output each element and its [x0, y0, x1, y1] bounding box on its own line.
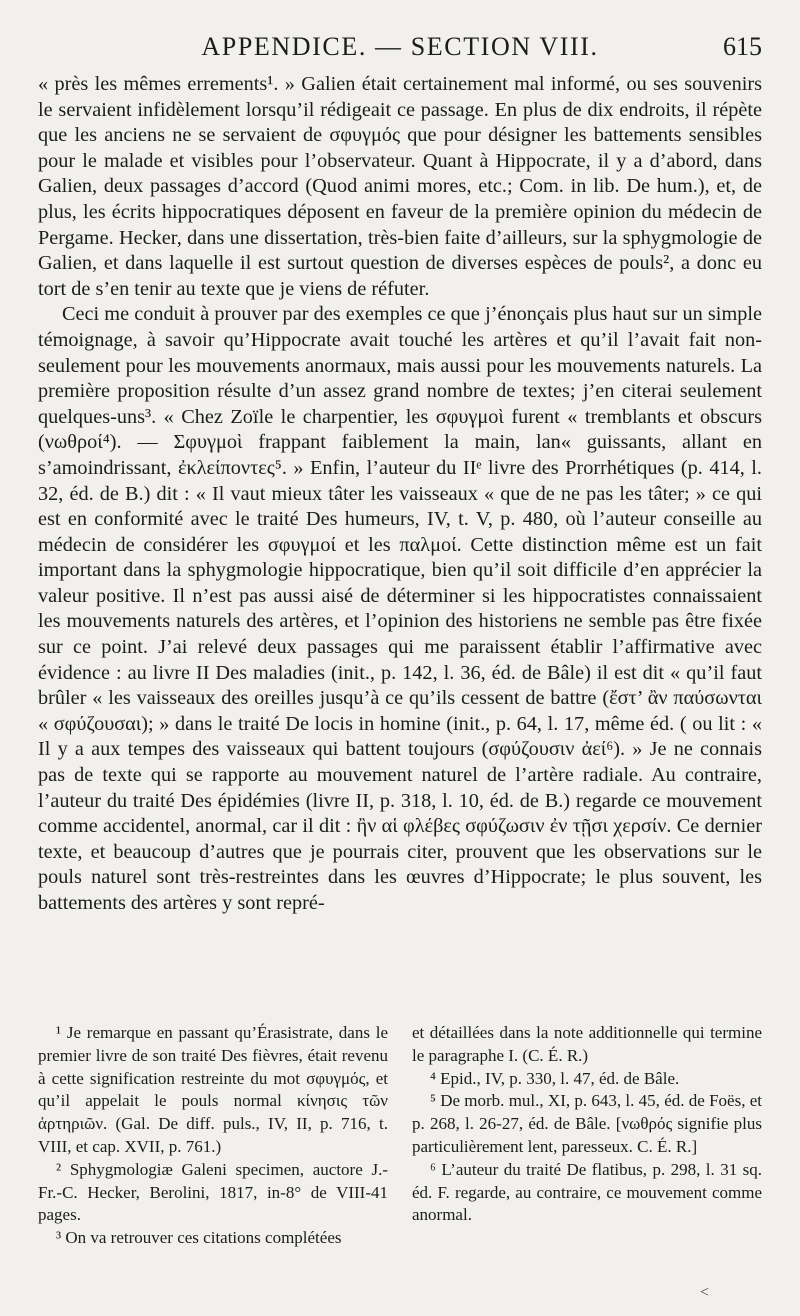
- running-title: APPENDICE. — SECTION VIII.: [201, 32, 599, 61]
- page-number: 615: [723, 32, 762, 61]
- main-text: [38, 72, 762, 917]
- footnotes-left-column: [38, 1022, 388, 1250]
- footnote: ¹ Je remarque en passant qu’Érasistrate, dans le premier livre de son traité Des fièvres, était revenu à cette signification restreinte du mot σφυγμός, et qu’il appelait le pouls normal κίνησις τῶν ἀρτηριῶν. (Gal. De diff. puls., IV, II, p. 716, t. VIII, et cap. XVII, p. 761.): [38, 1023, 388, 1156]
- footnote-continuation: et détaillées dans la note additionnelle qui termine le paragraphe I. (C. É. R.): [412, 1023, 762, 1065]
- footnote: ⁶ L’auteur du traité De flatibus, p. 298, l. 31 sq. éd. F. regarde, au contraire, ce mouvement comme anormal.: [412, 1159, 762, 1225]
- printer-mark: <: [700, 1284, 710, 1301]
- footnotes-right-column: [412, 1022, 762, 1250]
- footnote: ³ On va retrouver ces citations complétées: [56, 1228, 342, 1248]
- footnote: ⁵ De morb. mul., XI, p. 643, l. 45, éd. de Foës, et p. 268, l. 26-27, éd. de Bâle. [νωθρός signifie plus particulièrement lent, paresseux. C. É. R.]: [412, 1091, 762, 1156]
- footnote: ⁴ Epid., IV, p. 330, l. 47, éd. de Bâle.: [430, 1068, 680, 1088]
- running-header: [38, 30, 762, 64]
- paragraph: « près les mêmes errements¹. » Galien était certainement mal informé, ou ses souvenirs le servaient infidèlement lorsqu’il rédigeait ce passage. En plus de dix endroits, il répète que les anciens ne se servaient de σφυγμός que pour désigner les battements sensibles pour le malade et visibles pour l’observateur. Quant à Hippocrate, il y a d’abord, dans Galien, deux passages d’accord (Quod animi mores, etc.; Com. in lib. De hum.), et, de plus, les écrits hippocratiques déposent en faveur de la première opinion du médecin de Pergame. Hecker, dans une dissertation, très-bien faite d’ailleurs, sur la sphygmologie de Galien, et dans laquelle il est surtout question de diverses espèces de pouls², a donc eu tort de s’en tenir au texte que je viens de réfuter.: [38, 73, 762, 300]
- paragraph: Ceci me conduit à prouver par des exemples ce que j’énonçais plus haut sur un simple témoignage, à savoir qu’Hippocrate avait touché les artères et qu’il l’avait fait non-seulement pour les mouvements anormaux, mais aussi pour les mouvements naturels. La première proposition résulte d’un assez grand nombre de textes; j’en citerai seulement quelques-uns³. « Chez Zoïle le charpentier, les σφυγμοὶ furent « tremblants et obscurs (νωθροί⁴). — Σφυγμοὶ frappant faiblement la main, lan« guissants, allant en s’amoindrissant, ἐκλείποντες⁵. » Enfin, l’auteur du IIᵉ livre des Prorrhétiques (p. 414, l. 32, éd. de B.) dit : « Il vaut mieux tâter les vaisseaux « que de ne pas les tâter; » ce qui est en conformité avec le traité Des humeurs, IV, t. V, p. 480, où l’auteur conseille au médecin de considérer les σφυγμοί et les παλμοί. Cette distinction même est un fait important dans la sphygmologie hippocratique, bien qu’il soit difficile d’en apprécier la valeur positive. Il n’est pas aussi aisé de déterminer si les hippocratistes connaissaient les mouvements naturels des artères, et l’opinion des historiens ne semble pas être fixée sur ce point. J’ai relevé deux passages qui me paraissent établir l’affirmative avec évidence : au livre II Des maladies (init., p. 142, l. 36, éd. de Bâle) il est dit « qu’il faut brûler « les vaisseaux des oreilles jusqu’à ce qu’ils cessent de battre (ἔστ’ ἂν παύσωνται « σφύζουσαι); » dans le traité De locis in homine (init., p. 64, l. 17, même éd. ( ou lit : « Il y a aux tempes des vaisseaux qui battent toujours (σφύζουσιν ἀεί⁶). » Je ne connais pas de texte qui se rapporte au mouvement naturel de l’artère radiale. Au contraire, l’auteur du traité Des épidémies (livre II, p. 318, l. 10, éd. de B.) regarde ce mouvement comme accidentel, anormal, car il dit : ἢν αἱ φλέβες σφύζωσιν ἐν τῇσι χερσίν. Ce dernier texte, et beaucoup d’autres que je pourrais citer, prouvent que les observations sur le pouls naturel sont très-restreintes dans les œuvres d’Hippocrate; le plus souvent, les battements des artères y sont repré-: [38, 303, 762, 914]
- footnotes: [38, 1022, 762, 1250]
- footnote: ² Sphygmologiæ Galeni specimen, auctore J.-Fr.-C. Hecker, Berolini, 1817, in-8° de VIII-41 pages.: [38, 1159, 388, 1225]
